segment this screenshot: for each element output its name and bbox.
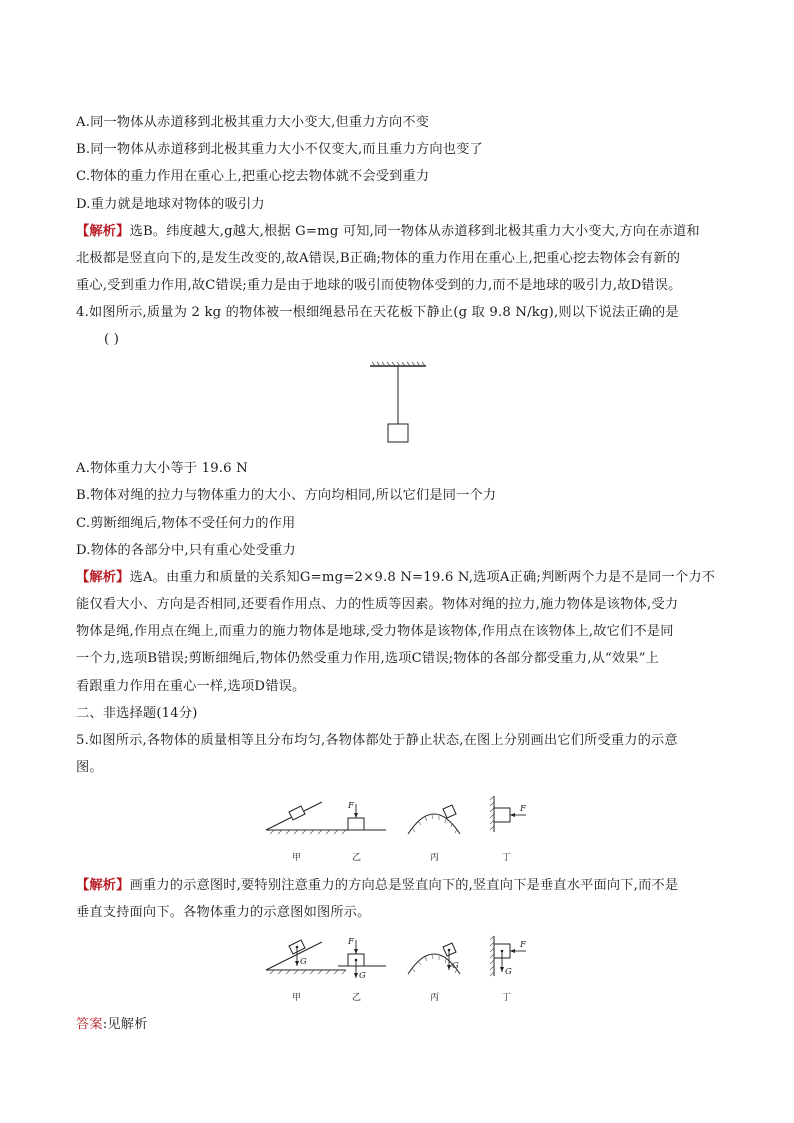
q4-option-d: D.物体的各部分中,只有重心处受重力: [76, 543, 296, 558]
figure-label-ding: 丁: [502, 853, 512, 863]
analysis-tag: 【解析】: [76, 878, 130, 893]
analysis-tag: 【解析】: [76, 224, 130, 239]
answer-text: :见解析: [102, 1017, 148, 1032]
answer-label: 答案: [76, 1017, 103, 1032]
q4-hanging-box-figure: [368, 362, 430, 444]
q5-stem-line-1: 5.如图所示,各物体的质量相等且分布均匀,各物体都处于静止状态,在图上分别画出它们所受重力的示意: [76, 733, 678, 748]
force-f-label: F: [348, 801, 354, 811]
q4-answer-blank: ( ): [104, 332, 120, 347]
figure-label-bing: 丙: [430, 993, 440, 1003]
q5-analysis-line-2: 垂直支持面向下。各物体重力的示意图如图所示。: [76, 905, 371, 920]
figure-label-yi: 乙: [352, 993, 362, 1003]
q4-stem: 4.如图所示,质量为 2 kg 的物体被一根细绳悬吊在天花板下静止(g 取 9.8 N/kg),则以下说法正确的是: [76, 305, 679, 320]
q5-stem-line-2: 图。: [76, 760, 103, 775]
section-heading: 二、非选择题(14分): [76, 706, 198, 721]
figure-label-ding: 丁: [502, 993, 512, 1003]
q4-analysis-line-5: 看跟重力作用在重心一样,选项D错误。: [76, 679, 306, 694]
q3-option-d: D.重力就是地球对物体的吸引力: [76, 197, 265, 212]
analysis-tag: 【解析】: [76, 570, 130, 585]
figure-arc: [408, 943, 460, 974]
force-f-label: F: [348, 937, 354, 947]
figure-wall: [490, 936, 527, 977]
force-f-label: F: [520, 804, 526, 814]
q3-option-c: C.物体的重力作用在重心上,把重心挖去物体就不会受到重力: [76, 169, 430, 184]
force-g-label: G: [359, 971, 366, 981]
figure-label-yi: 乙: [352, 853, 362, 863]
q4-option-b: B.物体对绳的拉力与物体重力的大小、方向均相同,所以它们是同一个力: [76, 488, 497, 503]
q4-analysis-line-1: 【解析】选A。由重力和质量的关系知G=mg=2×9.8 N=19.6 N,选项A正确;判断两个力是不是同一个力不: [76, 570, 716, 585]
figure-floor-block: [338, 937, 386, 981]
answer-line: [76, 1015, 726, 1035]
figure-incline: [266, 802, 346, 834]
figure-label-jia: 甲: [292, 853, 302, 863]
figure-label-jia: 甲: [292, 993, 302, 1003]
q5-answer-figure: [262, 934, 532, 1006]
q5-question-figure: [262, 794, 532, 866]
q3-analysis-line-3: 重心,受到重力作用,故C错误;重力是由于地球的吸引而使物体受到的力,而不是地球的吸引力,故D错误。: [76, 278, 682, 293]
q4-option-a: A.物体重力大小等于 19.6 N: [76, 461, 248, 476]
force-g-label: G: [300, 957, 307, 967]
q4-analysis-line-3: 物体是绳,作用点在绳上,而重力的施力物体是地球,受力物体是该物体,作用点在该物体上,故它们不是同: [76, 624, 674, 639]
q3-analysis-line-2: 北极都是竖直向下的,是发生改变的,故A错误,B正确;物体的重力作用在重心上,把重心挖去物体会有新的: [76, 251, 681, 266]
force-g-label: G: [452, 961, 459, 971]
q4-analysis-line-4: 一个力,选项B错误;剪断细绳后,物体仍然受重力作用,选项C错误;物体的各部分都受重力,从“效果”上: [76, 651, 660, 666]
q4-option-c: C.剪断细绳后,物体不受任何力的作用: [76, 516, 296, 531]
figure-incline: [266, 940, 346, 974]
q3-analysis-line-1: 【解析】选B。纬度越大,g越大,根据 G=mg 可知,同一物体从赤道移到北极其重力大小变大,方向在赤道和: [76, 224, 700, 239]
force-g-label: G: [505, 967, 512, 977]
figure-floor-block: [338, 801, 386, 830]
q5-analysis-line-1: 【解析】画重力的示意图时,要特别注意重力的方向总是竖直向下的,竖直向下是垂直水平面向下,而不是: [76, 878, 679, 893]
figure-label-bing: 丙: [430, 853, 440, 863]
q4-analysis-line-2: 能仅看大小、方向是否相同,还要看作用点、力的性质等因素。物体对绳的拉力,施力物体是该物体,受力: [76, 597, 679, 612]
q3-option-a: A.同一物体从赤道移到北极其重力大小变大,但重力方向不变: [76, 115, 430, 130]
figure-arc: [408, 805, 460, 834]
q3-option-b: B.同一物体从赤道移到北极其重力大小不仅变大,而且重力方向也变了: [76, 142, 483, 157]
figure-wall: [490, 796, 527, 832]
force-f-label: F: [520, 940, 526, 950]
